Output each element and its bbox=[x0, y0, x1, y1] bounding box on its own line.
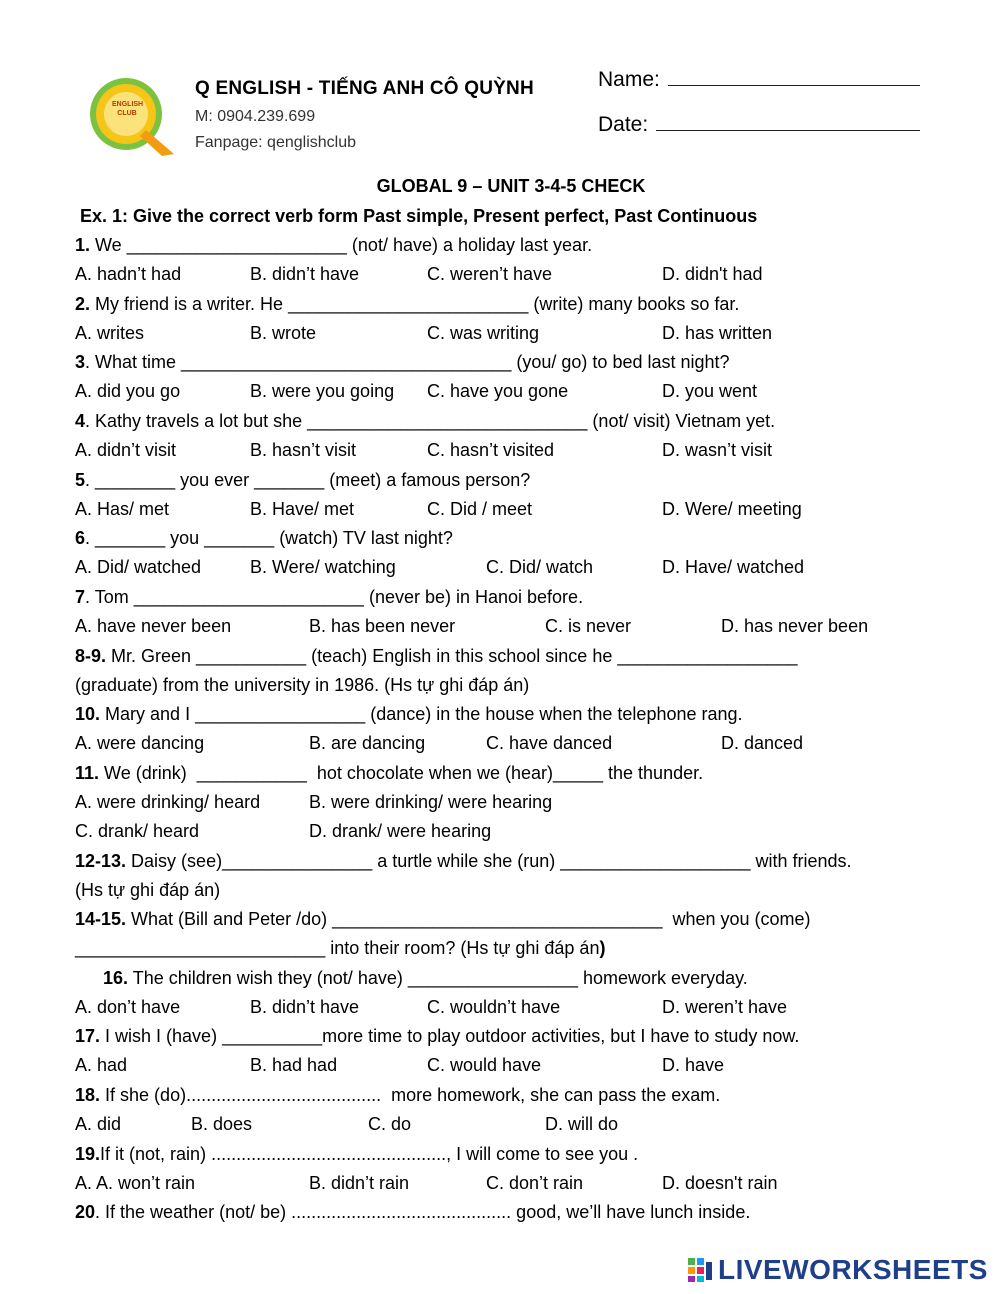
option-a[interactable]: A. writes bbox=[75, 323, 145, 343]
option-c[interactable]: C. drank/ heard bbox=[75, 821, 200, 841]
question-number: 6 bbox=[75, 528, 86, 548]
question-2 bbox=[75, 292, 739, 316]
question-number: 12-13. bbox=[75, 851, 127, 871]
question-text: What (Bill and Peter /do) _________________________________ when you (come) bbox=[126, 909, 811, 929]
option-b[interactable]: B. were drinking/ were hearing bbox=[309, 792, 553, 812]
question-text: The children wish they (not/ have) _________________ homework everyday. bbox=[128, 968, 748, 988]
option-c[interactable]: C. have danced bbox=[486, 733, 613, 753]
option-a[interactable]: A. did you go bbox=[75, 381, 181, 401]
question-number: 4 bbox=[75, 411, 86, 431]
question-8-9-continued: (graduate) from the university in 1986. (Hs tự ghi đáp án) bbox=[75, 675, 530, 695]
options-2 bbox=[75, 321, 975, 345]
question-text: If it (not, rain) ..............................................., I will come to see you . bbox=[100, 1144, 639, 1164]
question-number: 16. bbox=[103, 968, 129, 988]
question-text: . _______ you _______ (watch) TV last night? bbox=[85, 528, 453, 548]
option-a[interactable]: A. did bbox=[75, 1114, 122, 1134]
option-b[interactable]: B. are dancing bbox=[309, 733, 426, 753]
question-number: 5 bbox=[75, 470, 86, 490]
options-18 bbox=[75, 1112, 975, 1136]
option-b[interactable]: B. didn’t have bbox=[250, 997, 360, 1017]
options-1 bbox=[75, 262, 975, 286]
question-number: 3 bbox=[75, 352, 86, 372]
option-d[interactable]: D. weren’t have bbox=[662, 997, 788, 1017]
option-c[interactable]: C. hasn’t visited bbox=[427, 440, 555, 460]
question-text: . ________ you ever _______ (meet) a famous person? bbox=[85, 470, 531, 490]
option-a[interactable]: A. didn’t visit bbox=[75, 440, 177, 460]
question-number: 14-15. bbox=[75, 909, 127, 929]
option-d[interactable]: D. danced bbox=[721, 733, 804, 753]
option-a[interactable]: A. were drinking/ heard bbox=[75, 792, 261, 812]
question-number: 17. bbox=[75, 1026, 101, 1046]
question-10 bbox=[75, 702, 743, 726]
options-11-ab bbox=[75, 790, 975, 814]
phone-number: M: 0904.239.699 bbox=[195, 108, 316, 125]
name-label: Name: bbox=[598, 68, 660, 91]
options-10 bbox=[75, 731, 975, 755]
option-c[interactable]: C. wouldn’t have bbox=[427, 997, 561, 1017]
options-19 bbox=[75, 1171, 975, 1195]
brand-title: Q ENGLISH - TIẾNG ANH CÔ QUỲNH bbox=[195, 78, 534, 99]
question-number: 11. bbox=[75, 763, 100, 783]
option-b[interactable]: B. Have/ met bbox=[250, 499, 355, 519]
question-3 bbox=[75, 350, 730, 374]
option-b[interactable]: B. didn’t have bbox=[250, 264, 360, 284]
question-12-13 bbox=[75, 849, 852, 873]
options-16 bbox=[75, 995, 975, 1019]
question-number: 1. bbox=[75, 235, 91, 255]
question-text: Daisy (see)_______________ a turtle while she (run) ___________________ with friends. bbox=[126, 851, 852, 871]
question-14-15 bbox=[75, 907, 811, 931]
option-a[interactable]: A. Has/ met bbox=[75, 499, 170, 519]
option-b[interactable]: B. Were/ watching bbox=[250, 557, 396, 577]
options-7 bbox=[75, 614, 975, 638]
exercise-title: Ex. 1: Give the correct verb form Past simple, Present perfect, Past Continuous bbox=[80, 206, 758, 226]
date-label: Date: bbox=[598, 113, 649, 136]
question-text: Mr. Green ___________ (teach) English in this school since he __________________ bbox=[106, 646, 798, 666]
logo-text: ENGLISH CLUB bbox=[112, 101, 144, 117]
name-field[interactable] bbox=[598, 68, 920, 92]
option-b[interactable]: B. had had bbox=[250, 1055, 338, 1075]
option-d[interactable]: D. wasn’t visit bbox=[662, 440, 773, 460]
question-number: 19. bbox=[75, 1144, 101, 1164]
option-c[interactable]: C. Did / meet bbox=[427, 499, 533, 519]
question-text: Mary and I _________________ (dance) in the house when the telephone rang. bbox=[100, 704, 743, 724]
page-title: GLOBAL 9 – UNIT 3-4-5 CHECK bbox=[376, 176, 646, 196]
question-19 bbox=[75, 1142, 638, 1166]
option-a[interactable]: A. Did/ watched bbox=[75, 557, 202, 577]
question-text: . If the weather (not/ be) ............................................ good, we’ll have lunch inside. bbox=[95, 1202, 751, 1222]
options-4 bbox=[75, 438, 975, 462]
question-11 bbox=[75, 761, 703, 785]
question-text: We (drink) ___________ hot chocolate when we (hear)_____ the thunder. bbox=[99, 763, 704, 783]
option-a[interactable]: A. have never been bbox=[75, 616, 232, 636]
options-6 bbox=[75, 555, 975, 579]
option-b[interactable]: B. were you going bbox=[250, 381, 395, 401]
option-d[interactable]: D. didn't had bbox=[662, 264, 763, 284]
footer-brand: LIVEWORKSHEETS bbox=[718, 1254, 988, 1285]
option-a[interactable]: A. had bbox=[75, 1055, 128, 1075]
option-d[interactable]: D. drank/ were hearing bbox=[309, 821, 492, 841]
question-text: . Tom _______________________ (never be) in Hanoi before. bbox=[85, 587, 584, 607]
option-d[interactable]: D. has never been bbox=[721, 616, 869, 636]
option-d[interactable]: D. doesn't rain bbox=[662, 1173, 778, 1193]
question-text: My friend is a writer. He ________________________ (write) many books so far. bbox=[90, 294, 740, 314]
date-blank[interactable] bbox=[656, 114, 920, 131]
option-c[interactable]: C. don’t rain bbox=[486, 1173, 584, 1193]
option-c[interactable]: C. have you gone bbox=[427, 381, 569, 401]
option-d[interactable]: D. has written bbox=[662, 323, 773, 343]
question-14-15-continued bbox=[75, 936, 605, 960]
question-8-9 bbox=[75, 644, 798, 668]
question-17 bbox=[75, 1024, 799, 1048]
question-16 bbox=[103, 966, 748, 990]
option-b[interactable]: B. does bbox=[191, 1114, 253, 1134]
option-b[interactable]: B. hasn’t visit bbox=[250, 440, 357, 460]
question-7 bbox=[75, 585, 583, 609]
question-number: 2. bbox=[75, 294, 91, 314]
question-20 bbox=[75, 1200, 750, 1224]
option-b[interactable]: B. wrote bbox=[250, 323, 317, 343]
liveworksheets-icon bbox=[688, 1258, 714, 1282]
question-text: . Kathy travels a lot but she ____________________________ (not/ visit) Vietnam yet. bbox=[85, 411, 776, 431]
question-18 bbox=[75, 1083, 720, 1107]
date-field[interactable] bbox=[598, 113, 920, 137]
closing-parenthesis: ) bbox=[599, 938, 606, 958]
option-d[interactable]: D. you went bbox=[662, 381, 758, 401]
option-c[interactable]: C. was writing bbox=[427, 323, 540, 343]
option-a[interactable]: A. were dancing bbox=[75, 733, 205, 753]
option-c[interactable]: C. do bbox=[368, 1114, 412, 1134]
question-number: 8-9. bbox=[75, 646, 107, 666]
question-5 bbox=[75, 468, 530, 492]
option-c[interactable]: C. Did/ watch bbox=[486, 557, 594, 577]
option-a[interactable]: A. A. won’t rain bbox=[75, 1173, 196, 1193]
option-c[interactable]: C. would have bbox=[427, 1055, 542, 1075]
option-d[interactable]: D. will do bbox=[545, 1114, 619, 1134]
question-text: We ______________________ (not/ have) a holiday last year. bbox=[90, 235, 593, 255]
name-blank[interactable] bbox=[668, 69, 920, 86]
question-text: If she (do)....................................... more homework, she can pass the exam. bbox=[100, 1085, 721, 1105]
option-c[interactable]: C. weren’t have bbox=[427, 264, 553, 284]
options-3 bbox=[75, 379, 975, 403]
question-number: 7 bbox=[75, 587, 86, 607]
options-5 bbox=[75, 497, 975, 521]
option-a[interactable]: A. hadn’t had bbox=[75, 264, 182, 284]
liveworksheets-logo bbox=[688, 1255, 988, 1285]
options-17 bbox=[75, 1053, 975, 1077]
option-d[interactable]: D. Were/ meeting bbox=[662, 499, 802, 519]
option-b[interactable]: B. didn’t rain bbox=[309, 1173, 410, 1193]
question-12-13-continued: (Hs tự ghi đáp án) bbox=[75, 880, 221, 900]
options-11-cd bbox=[75, 819, 975, 843]
question-text: . What time _________________________________ (you/ go) to bed last night? bbox=[85, 352, 730, 372]
option-d[interactable]: D. Have/ watched bbox=[662, 557, 805, 577]
question-number: 10. bbox=[75, 704, 101, 724]
fanpage: Fanpage: qenglishclub bbox=[195, 134, 357, 151]
english-club-logo bbox=[88, 70, 178, 158]
question-number: 20 bbox=[75, 1202, 96, 1222]
question-6 bbox=[75, 526, 453, 550]
question-text: I wish I (have) __________more time to play outdoor activities, but I have to study now. bbox=[100, 1026, 800, 1046]
question-1 bbox=[75, 233, 592, 257]
question-text: _________________________ into their room? (Hs tự ghi đáp án bbox=[75, 938, 600, 958]
question-4 bbox=[75, 409, 775, 433]
option-a[interactable]: A. don’t have bbox=[75, 997, 181, 1017]
question-number: 18. bbox=[75, 1085, 101, 1105]
option-b[interactable]: B. has been never bbox=[309, 616, 456, 636]
option-c[interactable]: C. is never bbox=[545, 616, 632, 636]
option-d[interactable]: D. have bbox=[662, 1055, 725, 1075]
